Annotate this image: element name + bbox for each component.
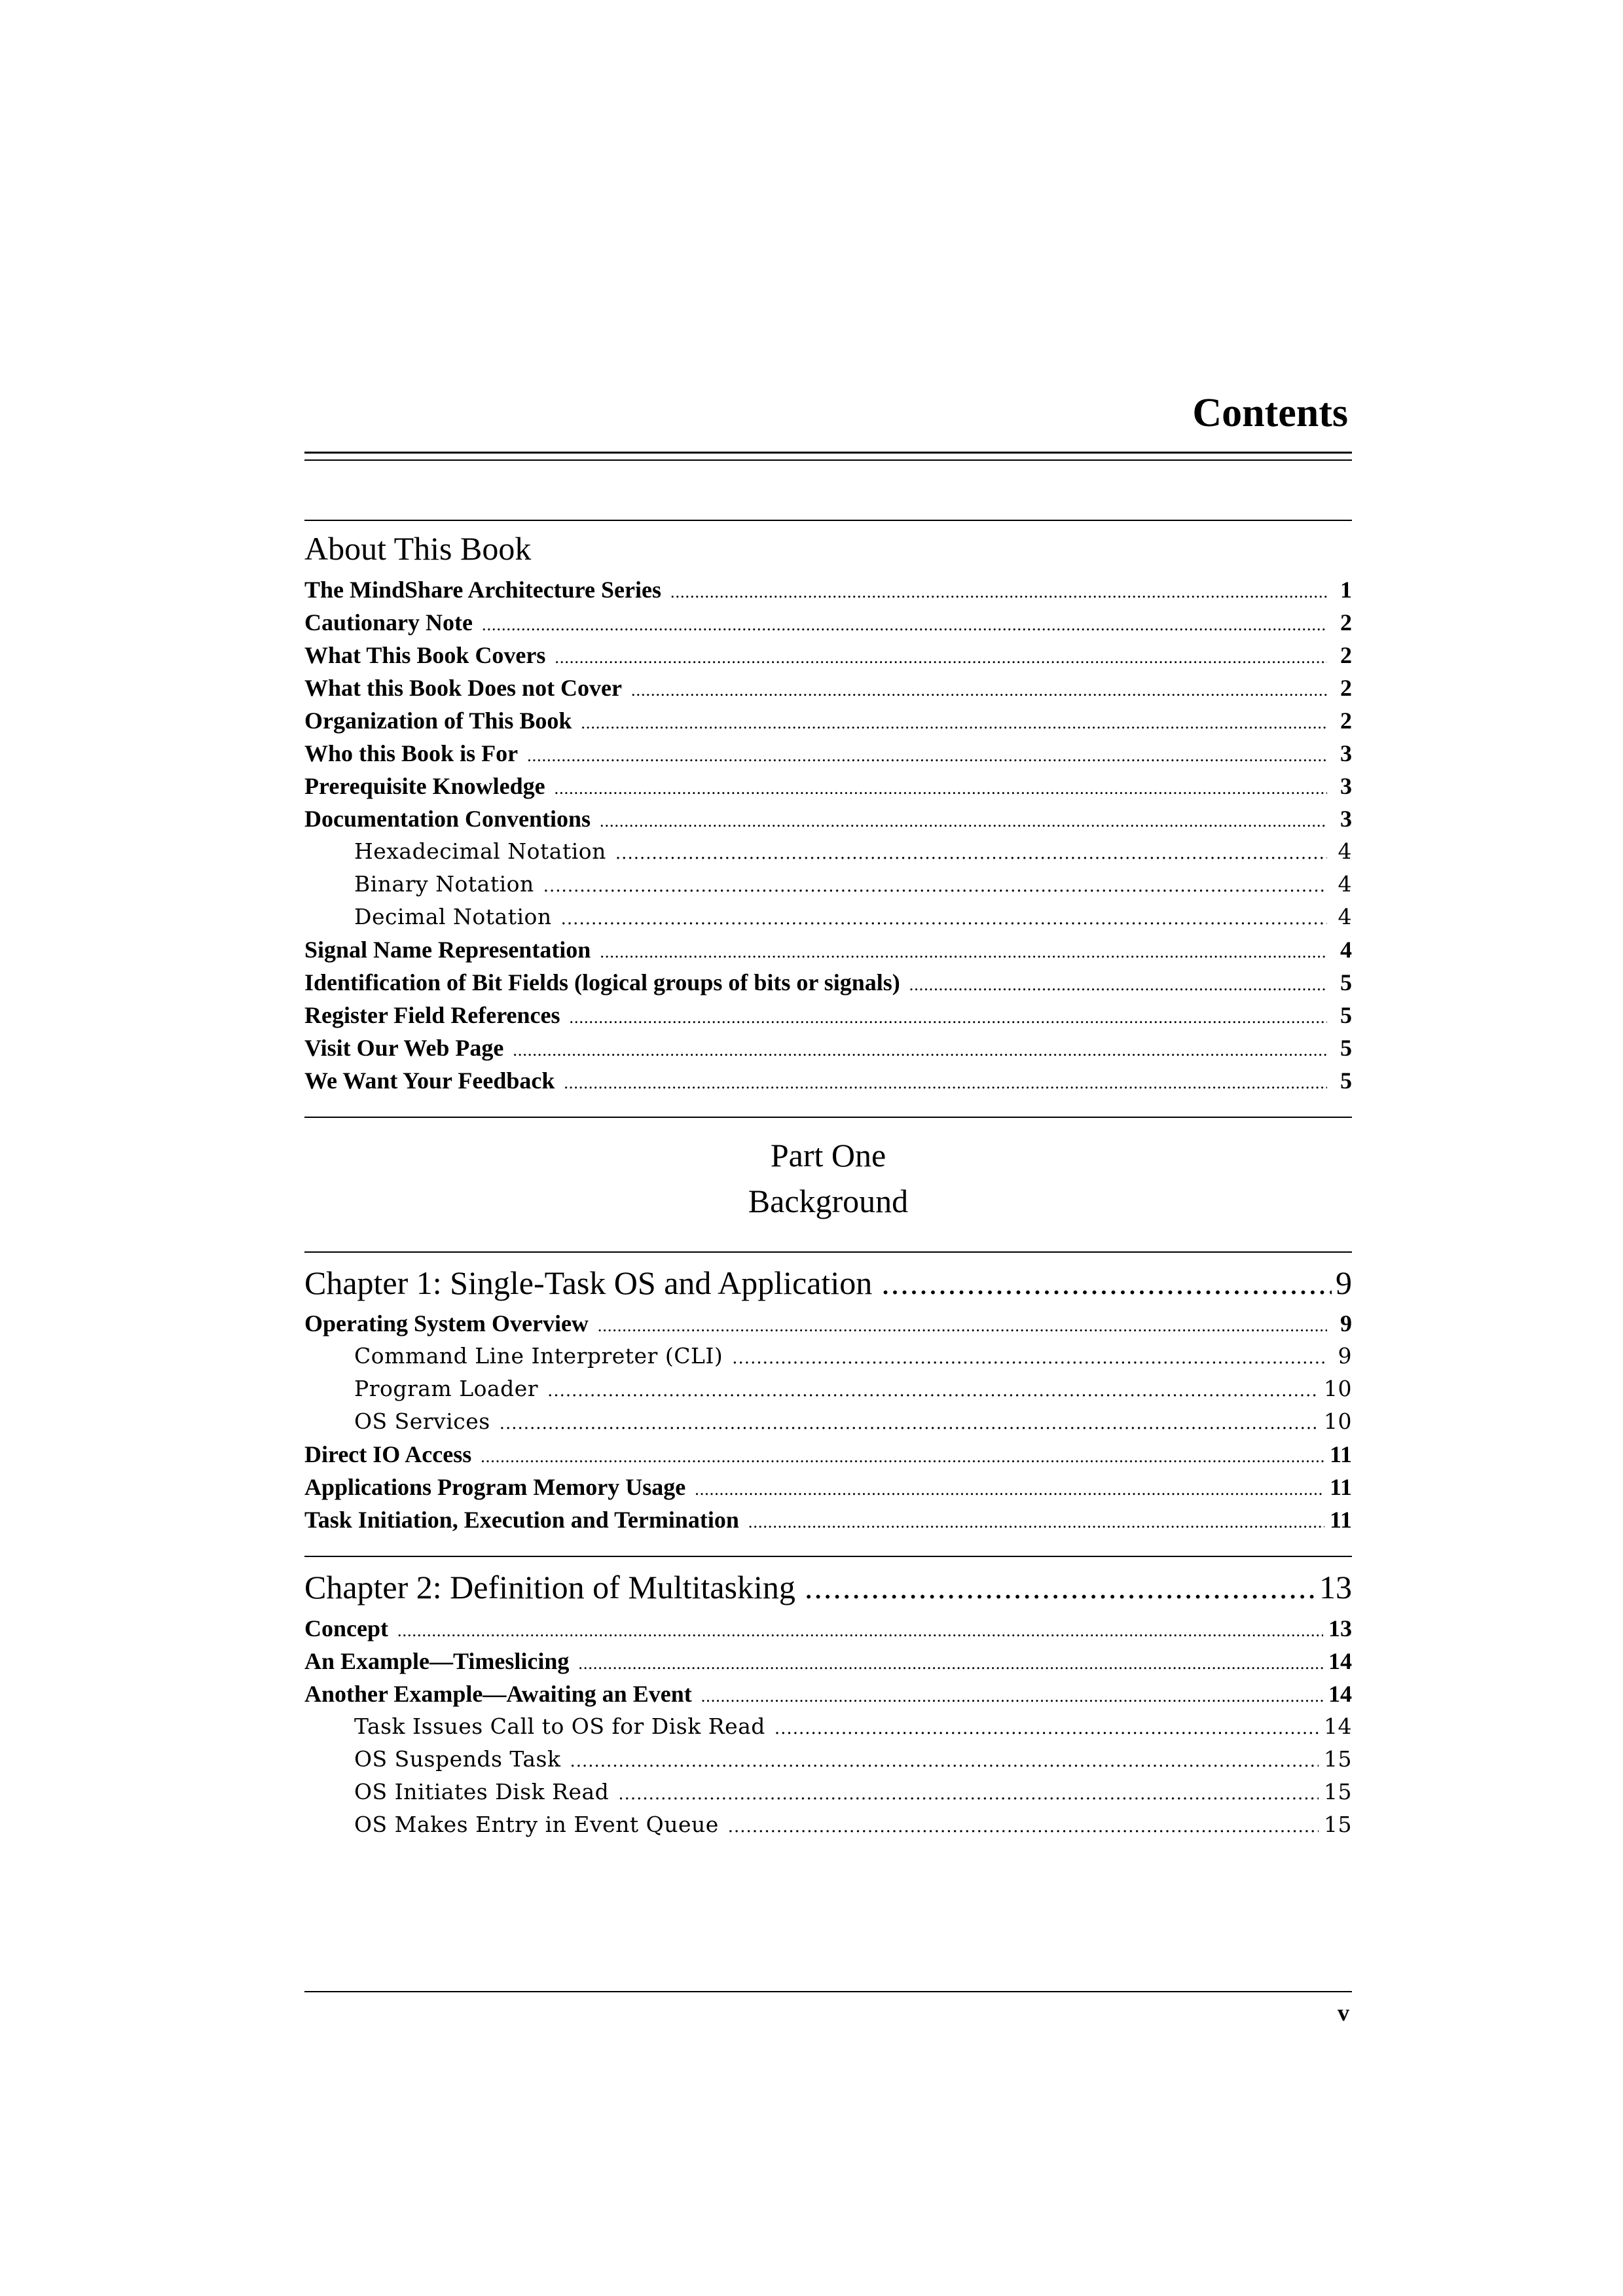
entry-title: Signal Name Representation — [304, 936, 591, 963]
entry-title: Documentation Conventions — [304, 805, 591, 832]
toc-entry[interactable] — [304, 1677, 1352, 1710]
chapter-title: Chapter 1: Single-Task OS and Application — [304, 1264, 873, 1301]
dot-leader — [547, 1374, 1319, 1407]
dot-leader — [670, 576, 1327, 609]
entry-page: 3 — [1340, 805, 1352, 832]
page-number: v — [1338, 2000, 1349, 2026]
entry-page: 4 — [1340, 936, 1352, 963]
dot-leader — [555, 772, 1327, 805]
entry-page: 2 — [1340, 674, 1352, 701]
entry-title: Task Initiation, Execution and Termination — [304, 1507, 739, 1533]
dot-leader — [728, 1810, 1319, 1843]
entry-page: 10 — [1324, 1376, 1352, 1401]
dot-leader — [561, 903, 1327, 935]
toc-content — [304, 393, 1352, 1841]
entry-page: 14 — [1324, 1713, 1352, 1739]
toc-entry[interactable] — [304, 999, 1352, 1031]
dot-leader — [500, 1407, 1319, 1440]
page-title: Contents — [1192, 391, 1348, 435]
entry-title: OS Services — [354, 1408, 490, 1434]
chapter-title: Chapter 2: Definition of Multitasking — [304, 1569, 795, 1605]
dot-leader — [600, 805, 1327, 838]
entry-page: 5 — [1340, 1034, 1352, 1061]
toc-entry[interactable] — [304, 1064, 1352, 1097]
entry-page: 11 — [1329, 1507, 1352, 1533]
entry-title: Concept — [304, 1615, 388, 1641]
dot-leader — [397, 1615, 1323, 1647]
entry-page: 4 — [1338, 838, 1352, 864]
section-rule — [304, 520, 1352, 521]
toc-subentry[interactable] — [304, 1743, 1352, 1776]
entry-page: 13 — [1328, 1615, 1352, 1641]
dot-leader — [881, 1265, 1332, 1302]
entry-title: Hexadecimal Notation — [354, 838, 606, 864]
toc-subentry[interactable] — [304, 1372, 1352, 1405]
entry-page: 2 — [1340, 707, 1352, 734]
toc-entry[interactable] — [304, 966, 1352, 999]
toc-subentry[interactable] — [304, 1808, 1352, 1841]
toc-entry[interactable] — [304, 606, 1352, 639]
dot-leader — [615, 837, 1327, 870]
entry-page: 4 — [1338, 870, 1352, 897]
dot-leader — [701, 1680, 1323, 1713]
entry-title: OS Suspends Task — [354, 1746, 561, 1772]
entry-page: 5 — [1340, 969, 1352, 996]
toc-entry[interactable] — [304, 1503, 1352, 1536]
entry-title: OS Makes Entry in Event Queue — [354, 1811, 719, 1837]
entry-page: 10 — [1324, 1408, 1352, 1434]
entry-page: 2 — [1340, 609, 1352, 636]
entry-title: Direct IO Access — [304, 1441, 472, 1467]
dot-leader — [581, 707, 1327, 740]
dot-leader — [578, 1647, 1323, 1680]
dot-leader — [748, 1506, 1324, 1539]
entry-title: Prerequisite Knowledge — [304, 772, 545, 799]
part-heading[interactable] — [304, 1132, 1352, 1224]
entry-title: OS Initiates Disk Read — [354, 1778, 610, 1804]
entry-title: What This Book Covers — [304, 641, 546, 668]
entry-title: Operating System Overview — [304, 1310, 589, 1336]
entry-title: Command Line Interpreter (CLI) — [354, 1343, 723, 1369]
dot-leader — [481, 1441, 1324, 1473]
entry-page: 14 — [1328, 1680, 1352, 1707]
chapter-2-heading[interactable] — [304, 1569, 1352, 1607]
dot-leader — [482, 609, 1327, 641]
entry-page: 1 — [1340, 576, 1352, 603]
chapter-1-section — [304, 1265, 1352, 1537]
entry-page: 15 — [1324, 1746, 1352, 1772]
toc-entry[interactable] — [304, 1612, 1352, 1645]
entry-title: Binary Notation — [354, 870, 534, 897]
toc-entry[interactable] — [304, 672, 1352, 704]
dot-leader — [775, 1712, 1319, 1745]
dot-leader — [618, 1778, 1319, 1810]
toc-subentry[interactable] — [304, 1340, 1352, 1372]
chapter-2-entries — [304, 1612, 1352, 1841]
entry-title: Another Example—Awaiting an Event — [304, 1680, 692, 1707]
entry-title: Program Loader — [354, 1376, 539, 1401]
toc-entry[interactable] — [304, 1307, 1352, 1340]
entry-page: 9 — [1340, 1310, 1352, 1336]
entry-page: 3 — [1340, 740, 1352, 766]
footer-rule — [304, 1991, 1352, 1992]
toc-entry[interactable] — [304, 737, 1352, 770]
toc-subentry[interactable] — [304, 868, 1352, 901]
toc-entry[interactable] — [304, 573, 1352, 606]
toc-entry[interactable] — [304, 704, 1352, 737]
toc-subentry[interactable] — [304, 1710, 1352, 1743]
toc-entry[interactable] — [304, 639, 1352, 672]
entry-page: 11 — [1329, 1474, 1352, 1500]
part-title: Background — [748, 1182, 909, 1219]
entry-page: 11 — [1329, 1441, 1352, 1467]
entry-title: Organization of This Book — [304, 707, 572, 734]
chapter-2-section — [304, 1556, 1352, 1841]
dot-leader — [598, 1310, 1327, 1342]
toc-subentry[interactable] — [304, 1405, 1352, 1438]
entry-page: 4 — [1338, 903, 1352, 929]
entry-title: We Want Your Feedback — [304, 1067, 555, 1094]
entry-page: 5 — [1340, 1067, 1352, 1094]
page-footer — [304, 1991, 1352, 2026]
dot-leader — [527, 740, 1327, 772]
toc-entry[interactable] — [304, 1438, 1352, 1471]
entry-title: Applications Program Memory Usage — [304, 1474, 686, 1500]
dot-leader — [513, 1034, 1327, 1067]
dot-leader — [570, 1001, 1327, 1034]
toc-subentry[interactable] — [304, 835, 1352, 868]
toc-entry[interactable] — [304, 770, 1352, 802]
entry-page: 14 — [1328, 1647, 1352, 1674]
section-rule — [304, 1251, 1352, 1253]
entry-page: 9 — [1338, 1343, 1352, 1369]
dot-leader — [564, 1067, 1327, 1100]
section-rule — [304, 1117, 1352, 1118]
toc-subentry[interactable] — [304, 901, 1352, 933]
entry-title: An Example—Timeslicing — [304, 1647, 570, 1674]
toc-entry[interactable] — [304, 1471, 1352, 1503]
entry-title: What this Book Does not Cover — [304, 674, 623, 701]
part-one-section — [304, 1117, 1352, 1253]
dot-leader — [732, 1342, 1327, 1374]
entry-title: Decimal Notation — [354, 903, 552, 929]
entry-title: Cautionary Note — [304, 609, 473, 636]
toc-entry[interactable] — [304, 1645, 1352, 1677]
entry-page: 3 — [1340, 772, 1352, 799]
entry-title: Identification of Bit Fields (logical groups of bits or signals) — [304, 969, 900, 996]
entry-page: 2 — [1340, 641, 1352, 668]
toc-entry[interactable] — [304, 802, 1352, 835]
chapter-1-entries — [304, 1307, 1352, 1536]
entry-page: 15 — [1324, 1811, 1352, 1837]
entry-title: Visit Our Web Page — [304, 1034, 504, 1061]
dot-leader — [570, 1745, 1319, 1778]
entry-title: Who this Book is For — [304, 740, 519, 766]
entry-title: Task Issues Call to OS for Disk Read — [354, 1713, 765, 1739]
dot-leader — [805, 1569, 1315, 1607]
title-double-rule — [304, 452, 1352, 461]
entry-title: Register Field References — [304, 1001, 560, 1028]
entry-title: The MindShare Architecture Series — [304, 576, 661, 603]
dot-leader — [695, 1473, 1324, 1506]
dot-leader — [600, 936, 1327, 969]
toc-subentry[interactable] — [304, 1776, 1352, 1808]
part-number: Part One — [770, 1136, 886, 1174]
dot-leader — [909, 969, 1327, 1001]
entry-page: 5 — [1340, 1001, 1352, 1028]
about-section — [304, 520, 1352, 1097]
toc-entry[interactable] — [304, 1031, 1352, 1064]
chapter-page: 9 — [1336, 1264, 1352, 1301]
dot-leader — [555, 641, 1327, 674]
about-entries — [304, 573, 1352, 1097]
entry-page: 15 — [1324, 1778, 1352, 1804]
section-rule — [304, 1556, 1352, 1557]
about-heading-title: About This Book — [304, 530, 532, 567]
dot-leader — [631, 674, 1327, 707]
chapter-1-heading[interactable] — [304, 1265, 1352, 1302]
toc-entry[interactable] — [304, 933, 1352, 966]
about-heading[interactable] — [304, 530, 1352, 568]
dot-leader — [543, 870, 1327, 903]
chapter-page: 13 — [1319, 1569, 1352, 1605]
